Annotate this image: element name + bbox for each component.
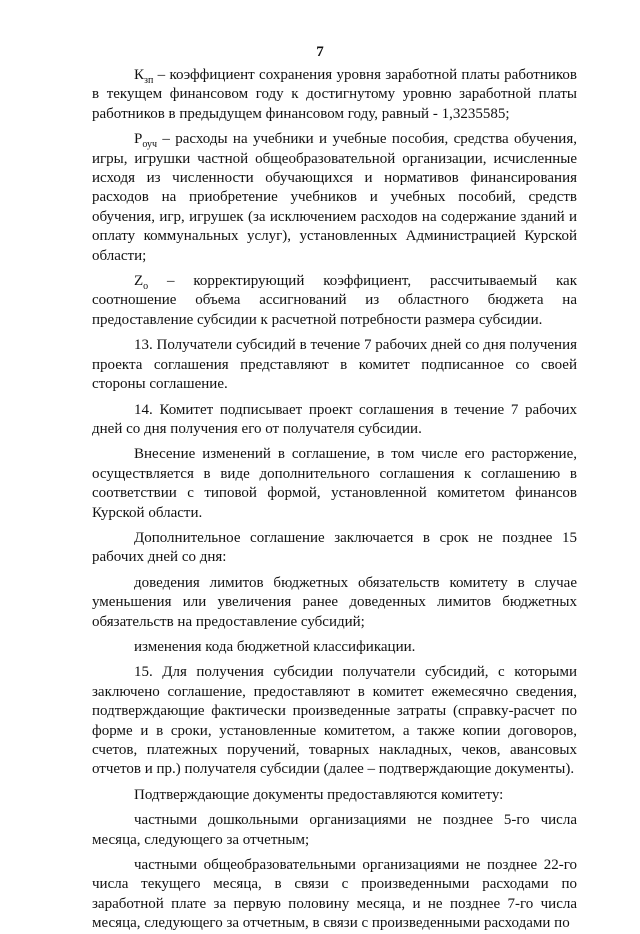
formula-symbol: К (134, 67, 145, 83)
paragraph-item-15: 15. Для получения субсидии получатели субсидий, с которыми заключено соглашение, предоставляют в комитет ежемесячно сведения, подтверждающие фактически произведенные затраты (справку-расчет по форме и в сроки, установленные комитетом, а также копии договоров, счетов, платежных поручений, товарных накладных, чеков, авансовых отчетов и пр.) получателя субсидии (далее – подтверждающие документы). (92, 664, 577, 778)
paragraph-item-13: 13. Получатели субсидий в течение 7 рабочих дней со дня получения проекта соглашения представляют в комитет подписанное со своей стороны соглашение. (92, 337, 577, 393)
paragraph-r-ouch (92, 130, 577, 266)
paragraph-preschool: частными дошкольными организациями не позднее 5-го числа месяца, следующего за отчетным; (92, 812, 577, 848)
paragraph-general-education: частными общеобразовательными организациями не позднее 22-го числа текущего месяца, в связи с произведенными расходами по заработной плате за первую половину месяца, и не позднее 7-го числа месяца, следующего за отчетным, в связи с произведенными расходами по (92, 857, 577, 932)
paragraph-amendments: Внесение изменений в соглашение, в том числе его расторжение, осуществляется в виде дополнительного соглашения к соглашению в соответствии с типовой формой, установленной комитетом финансов Курской области. (92, 446, 577, 521)
paragraph-documents: Подтверждающие документы предоставляются комитету: (134, 786, 504, 803)
formula-symbol: Р (134, 131, 143, 148)
paragraph-k-zp (92, 66, 577, 124)
paragraph-z-o (92, 272, 577, 330)
paragraph-budget-code: изменения кода бюджетной классификации. (134, 638, 416, 655)
document-body (92, 66, 577, 934)
paragraph-text: – расходы на учебники и учебные пособия, средства обучения, игры, игрушки частной общеобразовательной организации, исчисленные исходя из численности обучающихся и нормативов финансирования расходов на приобретение учебников и учебных пособий, средств обучения, игр, игрушек (за исключением расходов на содержание зданий и оплату коммунальных услуг), установленных Администрацией Курской области; (92, 131, 577, 264)
page-number: 7 (316, 44, 324, 60)
formula-subscript: зп (144, 75, 154, 86)
formula-subscript: оуч (142, 139, 157, 151)
paragraph-item-14: 14. Комитет подписывает проект соглашения в течение 7 рабочих дней со дня получения его от получателя субсидии. (92, 401, 577, 437)
paragraph-additional-agreement: Дополнительное соглашение заключается в срок не позднее 15 рабочих дней со дня: (92, 529, 577, 566)
formula-subscript: о (143, 281, 149, 293)
paragraph-text: – коэффициент сохранения уровня заработной платы работников в текущем финансовом году к достигнутому уровню заработной платы работников в предыдущем финансовом году, равный - 1,3235585; (92, 67, 577, 122)
paragraph-budget-limits: доведения лимитов бюджетных обязательств комитету в случае уменьшения или увеличения ранее доведенных лимитов бюджетных обязательств на предоставление субсидий; (92, 574, 577, 630)
paragraph-text: – корректирующий коэффициент, рассчитываемый как соотношение объема ассигнований из областного бюджета на предоставление субсидии к расчетной потребности размера субсидии. (92, 273, 577, 328)
formula-symbol: Z (134, 273, 144, 290)
